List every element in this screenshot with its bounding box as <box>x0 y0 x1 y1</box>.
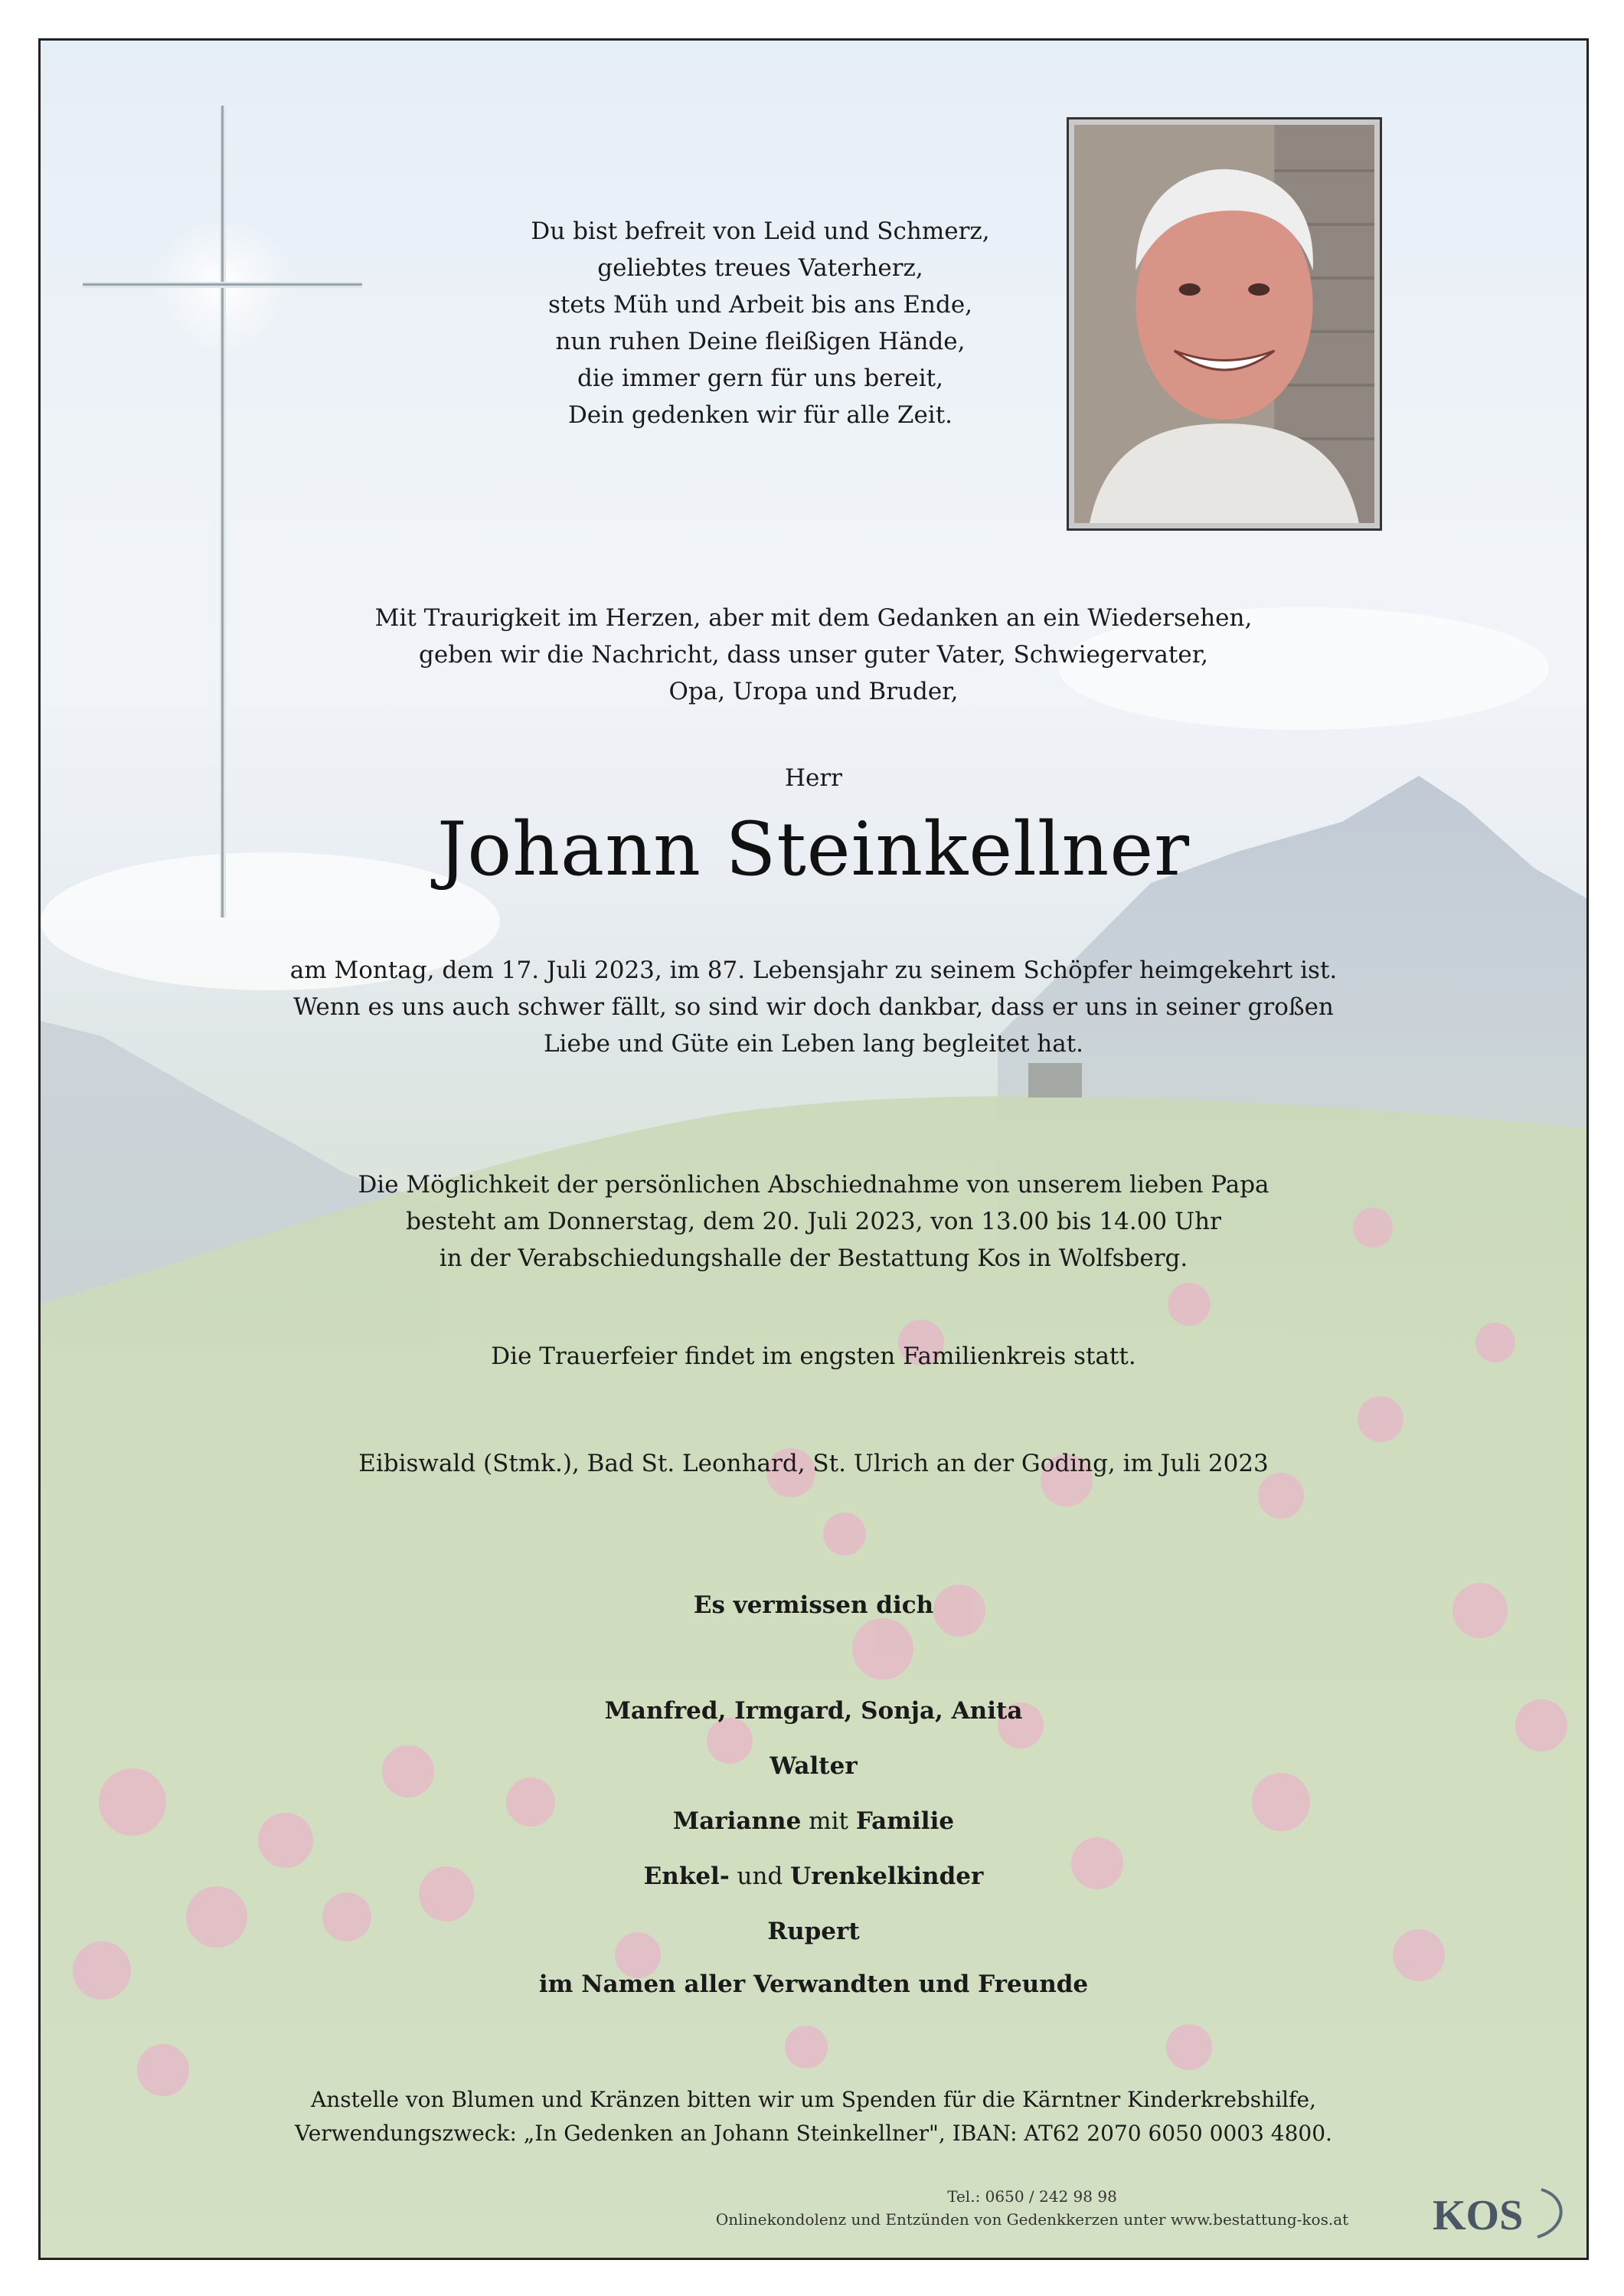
portrait-photo <box>1067 117 1382 531</box>
death-line: Wenn es uns auch schwer fällt, so sind wir doch dankbar, dass er uns in seiner großen <box>293 993 1334 1021</box>
farewell-line: besteht am Donnerstag, dem 20. Juli 2023, von 13.00 bis 14.00 Uhr <box>406 1208 1221 1235</box>
announcement-intro <box>41 600 1586 710</box>
intro-line: Opa, Uropa und Bruder, <box>668 678 959 705</box>
poem-line: stets Müh und Arbeit bis ans Ende, <box>547 291 973 319</box>
connector-word: mit <box>801 1807 856 1835</box>
donation-request <box>41 2083 1586 2150</box>
intro-line: geben wir die Nachricht, dass unser guter Vater, Schwiegervater, <box>419 641 1208 669</box>
phone-number: Tel.: 0650 / 242 98 98 <box>947 2187 1117 2206</box>
poem-line: Dein gedenken wir für alle Zeit. <box>567 401 953 429</box>
mourner-line: Manfred, Irmgard, Sonja, Anita <box>604 1697 1023 1725</box>
funeral-home-contact <box>622 2185 1442 2231</box>
death-notice <box>41 952 1586 1062</box>
website-note: Onlinekondolenz und Entzünden von Gedenkkerzen unter www.bestattung-kos.at <box>715 2210 1349 2229</box>
obituary-page <box>38 38 1589 2260</box>
mourner-name: Marianne <box>672 1807 802 1835</box>
kos-logo <box>1426 2182 1564 2243</box>
death-line: Liebe und Güte ein Leben lang begleitet hat. <box>543 1030 1084 1058</box>
ceremony-info: Die Trauerfeier findet im engsten Familienkreis statt. <box>491 1343 1136 1370</box>
memorial-poem <box>370 213 1151 433</box>
mourner-line: Walter <box>770 1752 858 1780</box>
svg-text:KOS: KOS <box>1433 2192 1524 2239</box>
mourner-name: Enkel- <box>643 1863 730 1890</box>
intro-line: Mit Traurigkeit im Herzen, aber mit dem Gedanken an ein Wiedersehen, <box>374 604 1253 632</box>
place-date: Eibiswald (Stmk.), Bad St. Leonhard, St. Ulrich an der Goding, im Juli 2023 <box>358 1450 1269 1477</box>
poem-line: nun ruhen Deine fleißigen Hände, <box>555 328 966 355</box>
mourner-line <box>41 1849 1586 1904</box>
cross-icon <box>83 106 362 917</box>
mourners-list <box>41 1683 1586 1959</box>
farewell-line: in der Verabschiedungshalle der Bestattung Kos in Wolfsberg. <box>439 1244 1188 1272</box>
donation-line: Verwendungszweck: „In Gedenken an Johann Steinkellner", IBAN: AT62 2070 6050 0003 4800. <box>295 2121 1332 2146</box>
poem-line: geliebtes treues Vaterherz, <box>597 254 923 282</box>
mourner-line: Rupert <box>767 1918 860 1945</box>
poem-line: Du bist befreit von Leid und Schmerz, <box>531 217 990 245</box>
deceased-name: Johann Steinkellner <box>436 806 1191 892</box>
death-line: am Montag, dem 17. Juli 2023, im 87. Lebensjahr zu seinem Schöpfer heimgekehrt ist. <box>289 957 1338 984</box>
salutation: Herr <box>784 764 843 792</box>
donation-line: Anstelle von Blumen und Kränzen bitten wir um Spenden für die Kärntner Kinderkrebshilfe, <box>311 2087 1316 2112</box>
closing-line: im Namen aller Verwandten und Freunde <box>538 1971 1089 1998</box>
mourner-name: Urenkelkinder <box>790 1863 984 1890</box>
mourner-line <box>41 1794 1586 1849</box>
mourners-heading: Es vermissen dich <box>693 1591 934 1619</box>
connector-word: und <box>729 1863 791 1890</box>
poem-line: die immer gern für uns bereit, <box>577 365 943 392</box>
farewell-info <box>41 1166 1586 1277</box>
farewell-line: Die Möglichkeit der persönlichen Abschiednahme von unserem lieben Papa <box>358 1171 1269 1199</box>
mourner-name: Familie <box>855 1807 955 1835</box>
